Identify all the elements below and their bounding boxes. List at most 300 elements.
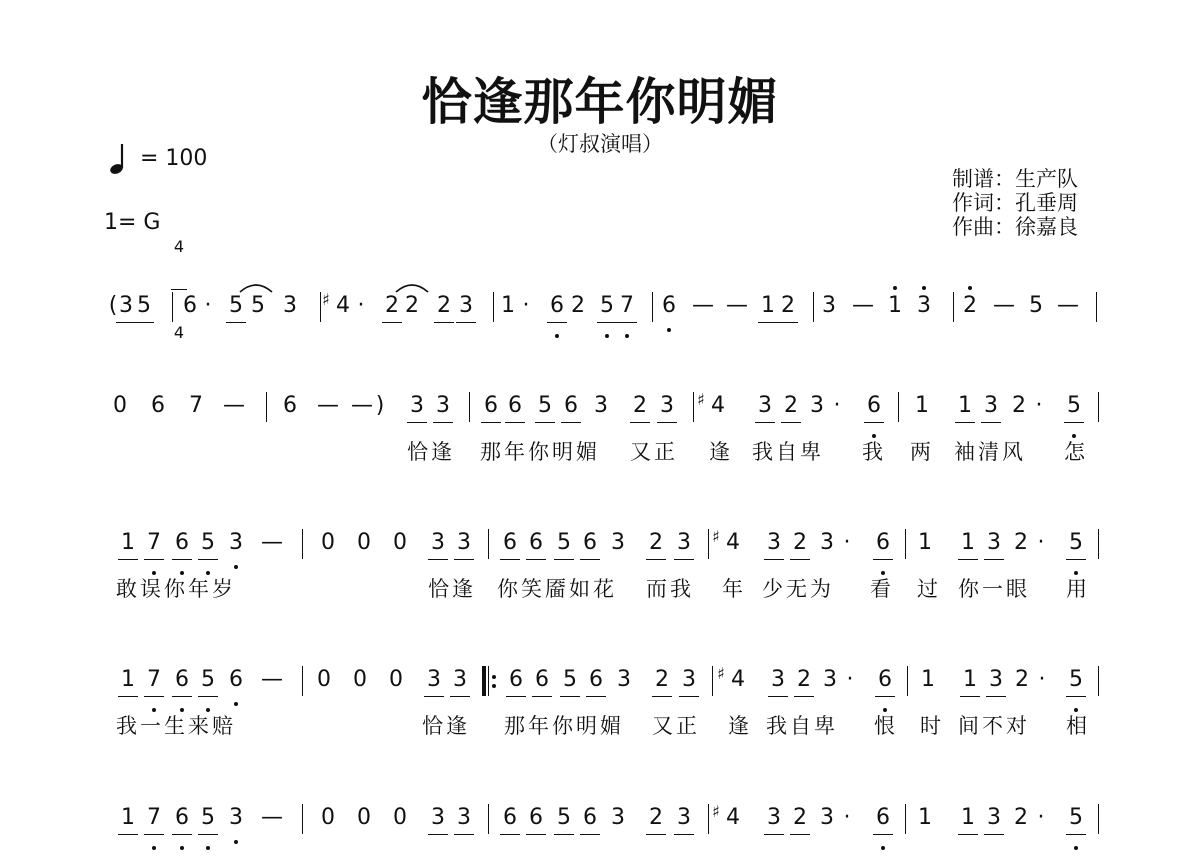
lyric-word: 我	[862, 440, 886, 464]
note	[349, 662, 371, 718]
note-digit: —	[1057, 293, 1079, 318]
barline	[652, 292, 653, 322]
note-digit: 6	[529, 530, 543, 555]
note-digit: 0	[317, 667, 331, 692]
note-digit: 4	[336, 293, 350, 318]
barline	[905, 529, 906, 559]
lyric-word: 过	[917, 577, 941, 601]
note	[645, 800, 667, 856]
note-digit: 6	[529, 805, 543, 830]
note-digit: 2	[1014, 530, 1028, 555]
notation-line	[0, 288, 1200, 344]
note-digit: 5	[563, 667, 577, 692]
note-digit: 2	[797, 667, 811, 692]
beam-underline	[646, 559, 666, 560]
beam-underline	[674, 834, 694, 835]
beam-underline	[781, 422, 801, 423]
note	[381, 288, 403, 344]
octave-dot-low	[1074, 846, 1078, 850]
beam-underline	[790, 834, 810, 835]
note-digit: 1	[121, 805, 135, 830]
barline	[813, 292, 814, 322]
note	[247, 288, 269, 344]
octave-dot-low	[234, 840, 238, 844]
note-digit: 5	[201, 805, 215, 830]
credit-notation: 制谱：生产队	[952, 167, 1078, 191]
note	[133, 288, 155, 344]
note-digit: 6	[229, 667, 243, 692]
note-digit: 4	[726, 805, 740, 830]
note-digit: 5	[229, 293, 243, 318]
note-digit: —	[993, 293, 1015, 318]
note-digit: 0	[389, 667, 403, 692]
note-digit: 3	[431, 805, 445, 830]
note	[401, 288, 423, 344]
beam-underline	[428, 559, 448, 560]
note	[763, 800, 785, 856]
note-digit: 5	[251, 293, 265, 318]
lyric-word: 怎	[1064, 440, 1088, 464]
barline	[1098, 804, 1099, 834]
note-digit: 3	[771, 667, 785, 692]
note	[596, 288, 618, 344]
lyric-word: 你一眼	[958, 577, 1030, 601]
note-digit: 2	[437, 293, 451, 318]
note	[313, 662, 335, 718]
note	[914, 800, 936, 856]
note-digit: 3	[611, 530, 625, 555]
barline	[708, 529, 709, 559]
beam-underline	[532, 696, 552, 697]
beam-underline	[506, 696, 526, 697]
note	[261, 525, 283, 581]
note	[1025, 288, 1047, 344]
lyric-word: 又正	[652, 714, 700, 738]
note-digit: 3	[229, 530, 243, 555]
note	[427, 800, 449, 856]
note	[607, 800, 629, 856]
note	[836, 800, 858, 856]
note-digit: 1	[888, 293, 902, 318]
note	[143, 800, 165, 856]
note-digit: 3	[457, 805, 471, 830]
note-digit: —	[261, 667, 283, 692]
note-digit: 2	[571, 293, 585, 318]
note-digit: 3	[453, 667, 467, 692]
note-digit: 6	[175, 667, 189, 692]
note-digit: 2	[385, 293, 399, 318]
lyric-word: 年	[722, 577, 746, 601]
note-digit: —	[223, 393, 245, 418]
note-digit: 5	[201, 667, 215, 692]
beam-underline	[586, 696, 606, 697]
note-digit: ·	[522, 293, 530, 318]
note	[546, 288, 568, 344]
note-digit: 5	[137, 293, 151, 318]
note-digit: 6	[876, 530, 890, 555]
note-digit: 3	[987, 530, 1001, 555]
note	[1030, 800, 1052, 856]
sharp-icon: ♯	[712, 527, 720, 546]
key-signature: 1= G	[104, 210, 161, 235]
beam-underline	[505, 422, 525, 423]
beam-underline	[617, 322, 637, 323]
note-digit: ·	[1037, 805, 1045, 830]
note-digit: 6	[175, 805, 189, 830]
beam-underline	[652, 696, 672, 697]
note-digit: 0	[393, 805, 407, 830]
beam-underline	[428, 834, 448, 835]
note	[453, 800, 475, 856]
note	[959, 288, 981, 344]
note	[350, 288, 372, 344]
note-digit: 6	[503, 530, 517, 555]
note	[836, 525, 858, 581]
beam-underline	[955, 422, 975, 423]
note-digit: 5	[557, 530, 571, 555]
sharp-icon: ♯	[697, 390, 705, 409]
beam-underline	[1064, 422, 1084, 423]
note-digit: 2	[1014, 805, 1028, 830]
note-digit: 6	[183, 293, 197, 318]
lyric-word: 袖清风	[954, 440, 1026, 464]
note	[197, 288, 219, 344]
lyric-word: 你笑靥如花	[497, 577, 617, 601]
note	[225, 800, 247, 856]
note-digit: —	[351, 393, 373, 418]
beam-underline	[554, 834, 574, 835]
note	[658, 288, 680, 344]
sharp-icon: ♯	[712, 802, 720, 821]
note-digit: ·	[357, 293, 365, 318]
beam-underline	[454, 559, 474, 560]
octave-dot-low	[206, 846, 210, 850]
note-digit: 3	[457, 530, 471, 555]
note	[317, 800, 339, 856]
note-digit: 6	[550, 293, 564, 318]
note-digit: 3	[410, 393, 424, 418]
note	[993, 288, 1015, 344]
note	[525, 800, 547, 856]
credit-composer: 作曲：徐嘉良	[952, 215, 1078, 239]
tie-mark	[394, 280, 430, 294]
note	[567, 288, 589, 344]
beam-underline	[790, 559, 810, 560]
barline	[1098, 666, 1099, 696]
note	[261, 662, 283, 718]
quarter-note-icon	[108, 142, 130, 176]
note	[826, 388, 848, 444]
note-digit: 5	[1069, 805, 1083, 830]
note-digit: —	[261, 530, 283, 555]
beam-underline	[1066, 559, 1086, 560]
beam-underline	[794, 696, 814, 697]
note-digit: 0	[353, 667, 367, 692]
beam-underline	[450, 696, 470, 697]
note-digit: 3	[617, 667, 631, 692]
note	[872, 800, 894, 856]
note-digit: 3	[822, 293, 836, 318]
beam-underline	[1066, 696, 1086, 697]
note	[389, 525, 411, 581]
note-digit: 2	[655, 667, 669, 692]
beam-underline	[875, 696, 895, 697]
note	[616, 288, 638, 344]
note-digit: 5	[600, 293, 614, 318]
note-digit: 2	[781, 293, 795, 318]
barline	[953, 292, 954, 322]
note-digit: 3	[682, 667, 696, 692]
barline	[907, 666, 908, 696]
beam-underline	[226, 322, 246, 323]
beam-underline	[986, 696, 1006, 697]
note	[1028, 388, 1050, 444]
beam-underline	[560, 696, 580, 697]
song-subtitle: （灯叔演唱）	[537, 132, 663, 156]
beam-underline	[454, 834, 474, 835]
notation-line	[0, 800, 1200, 856]
note-digit: 6	[564, 393, 578, 418]
note-digit: 2	[649, 530, 663, 555]
octave-dot-low	[152, 846, 156, 850]
beam-underline	[646, 834, 666, 835]
lyric-word: 恰逢	[422, 714, 470, 738]
lyric-word: 我自卑	[766, 714, 838, 738]
note-digit: 3	[283, 293, 297, 318]
note-digit: 2	[784, 393, 798, 418]
note-digit: —	[317, 393, 339, 418]
beam-underline	[561, 422, 581, 423]
note-digit: —	[261, 805, 283, 830]
lyric-word: 那年你明媚	[504, 714, 624, 738]
beam-underline	[500, 559, 520, 560]
octave-dot-high	[968, 286, 972, 290]
beam-underline	[768, 696, 788, 697]
note	[515, 288, 537, 344]
beam-underline	[134, 322, 154, 323]
note-digit: 3	[917, 293, 931, 318]
lyric-word: 用	[1066, 577, 1090, 601]
note-digit: 1	[915, 393, 929, 418]
note	[712, 800, 744, 856]
barline	[898, 392, 899, 422]
note	[109, 388, 131, 444]
note-digit: 3	[984, 393, 998, 418]
beam-underline	[597, 322, 617, 323]
beam-underline	[554, 559, 574, 560]
note-digit: 2	[793, 530, 807, 555]
note-digit: 2	[649, 805, 663, 830]
note-digit: 5	[201, 530, 215, 555]
beam-underline	[144, 834, 164, 835]
note	[1010, 800, 1032, 856]
note-digit: 5	[1069, 667, 1083, 692]
note-digit: ·	[204, 293, 212, 318]
note	[261, 800, 283, 856]
note-digit: 0	[357, 530, 371, 555]
note	[455, 288, 477, 344]
beam-underline	[960, 696, 980, 697]
note-digit: 0	[393, 530, 407, 555]
lyric-word: 看	[870, 577, 894, 601]
lyric-word: 那年你明媚	[480, 440, 600, 464]
note-digit: 5	[1067, 393, 1081, 418]
note-digit: 3	[427, 667, 441, 692]
note-digit: —	[692, 293, 714, 318]
lyric-word: 间不对	[958, 714, 1030, 738]
note-digit: 3	[820, 805, 834, 830]
beam-underline	[755, 422, 775, 423]
note	[726, 288, 748, 344]
note-digit: 3	[431, 530, 445, 555]
note-digit: 3	[989, 667, 1003, 692]
note-digit: 0	[321, 530, 335, 555]
beam-underline	[580, 834, 600, 835]
note	[117, 800, 139, 856]
lyric-word: 又正	[630, 440, 678, 464]
note-digit: 4	[726, 530, 740, 555]
barline	[266, 392, 267, 422]
tempo-value: = 100	[140, 146, 208, 171]
note	[353, 525, 375, 581]
lyric-word: 恰逢	[428, 577, 476, 601]
beam-underline	[630, 422, 650, 423]
note-digit: 3	[820, 530, 834, 555]
note-digit: 1	[963, 667, 977, 692]
note-digit: —	[726, 293, 748, 318]
beam-underline	[873, 834, 893, 835]
note-digit: 2	[963, 293, 977, 318]
note-digit: 2	[1012, 393, 1026, 418]
note-digit: 6	[583, 530, 597, 555]
beam-underline	[433, 422, 453, 423]
note-digit: 1	[121, 667, 135, 692]
note-digit: 5	[557, 805, 571, 830]
note-digit: ·	[833, 393, 841, 418]
note-digit: 6	[867, 393, 881, 418]
barline	[1098, 529, 1099, 559]
note-digit: 6	[535, 667, 549, 692]
beam-underline	[984, 834, 1004, 835]
note	[1057, 288, 1079, 344]
barline	[493, 292, 494, 322]
octave-dot-low	[555, 334, 559, 338]
note	[777, 288, 799, 344]
beam-underline	[118, 696, 138, 697]
note-digit: 4	[711, 393, 725, 418]
octave-dot-high	[922, 286, 926, 290]
sharp-icon: ♯	[717, 664, 725, 683]
note-digit: 6	[503, 805, 517, 830]
note-digit: 1	[961, 530, 975, 555]
beam-underline	[172, 696, 192, 697]
barline	[302, 804, 303, 834]
note-digit: 7	[189, 393, 203, 418]
note	[913, 288, 935, 344]
barline	[302, 529, 303, 559]
note-digit: 2	[405, 293, 419, 318]
lyric-word: 少无为	[762, 577, 834, 601]
note-digit: 3	[677, 805, 691, 830]
beam-underline	[758, 322, 778, 323]
note	[223, 388, 245, 444]
beam-underline	[864, 422, 884, 423]
beam-underline	[382, 322, 402, 323]
beam-underline	[958, 834, 978, 835]
lyric-word: 相	[1066, 714, 1090, 738]
beam-underline	[434, 322, 454, 323]
barline	[320, 292, 321, 322]
note-digit: 3	[810, 393, 824, 418]
barline	[693, 392, 694, 422]
note	[816, 800, 838, 856]
note-digit: 1	[918, 805, 932, 830]
credit-lyricist: 作词：孔垂周	[952, 191, 1078, 215]
octave-dot-low	[667, 328, 671, 332]
note	[553, 800, 575, 856]
note	[983, 800, 1005, 856]
note	[957, 800, 979, 856]
note	[839, 662, 861, 718]
note-digit: 3	[987, 805, 1001, 830]
beam-underline	[424, 696, 444, 697]
lyric-word: 我自卑	[752, 440, 824, 464]
barline	[708, 804, 709, 834]
octave-dot-low	[881, 846, 885, 850]
lyric-word: 逢	[709, 440, 733, 464]
note	[433, 288, 455, 344]
note	[673, 800, 695, 856]
lyric-word: 恰逢	[407, 440, 455, 464]
barline	[172, 292, 173, 322]
note-digit: 3	[758, 393, 772, 418]
barline	[1096, 292, 1097, 322]
note-digit: 7	[147, 667, 161, 692]
lyric-word: 两	[910, 440, 934, 464]
repeat-sign	[482, 666, 496, 696]
note	[171, 800, 193, 856]
note-digit: 1	[921, 667, 935, 692]
beam-underline	[958, 559, 978, 560]
note	[353, 800, 375, 856]
beam-underline	[764, 559, 784, 560]
note-digit: ·	[846, 667, 854, 692]
beam-underline	[984, 559, 1004, 560]
note	[579, 800, 601, 856]
beam-underline	[172, 559, 192, 560]
note-digit: 5	[1069, 530, 1083, 555]
note-digit: 0	[357, 805, 371, 830]
beam-underline	[580, 559, 600, 560]
octave-dot-low	[234, 702, 238, 706]
note	[279, 388, 301, 444]
note-digit: 3	[660, 393, 674, 418]
beam-underline	[657, 422, 677, 423]
beam-underline	[778, 322, 798, 323]
song-title: 恰逢那年你明媚	[421, 73, 779, 131]
note-digit: 1	[761, 293, 775, 318]
note-digit: 6	[662, 293, 676, 318]
note	[279, 288, 301, 344]
beam-underline	[118, 834, 138, 835]
beam-underline	[144, 559, 164, 560]
beam-underline	[679, 696, 699, 697]
beam-underline	[535, 422, 555, 423]
note-digit: 1	[961, 805, 975, 830]
note-digit: 1	[501, 293, 515, 318]
note	[692, 288, 714, 344]
note	[852, 288, 874, 344]
